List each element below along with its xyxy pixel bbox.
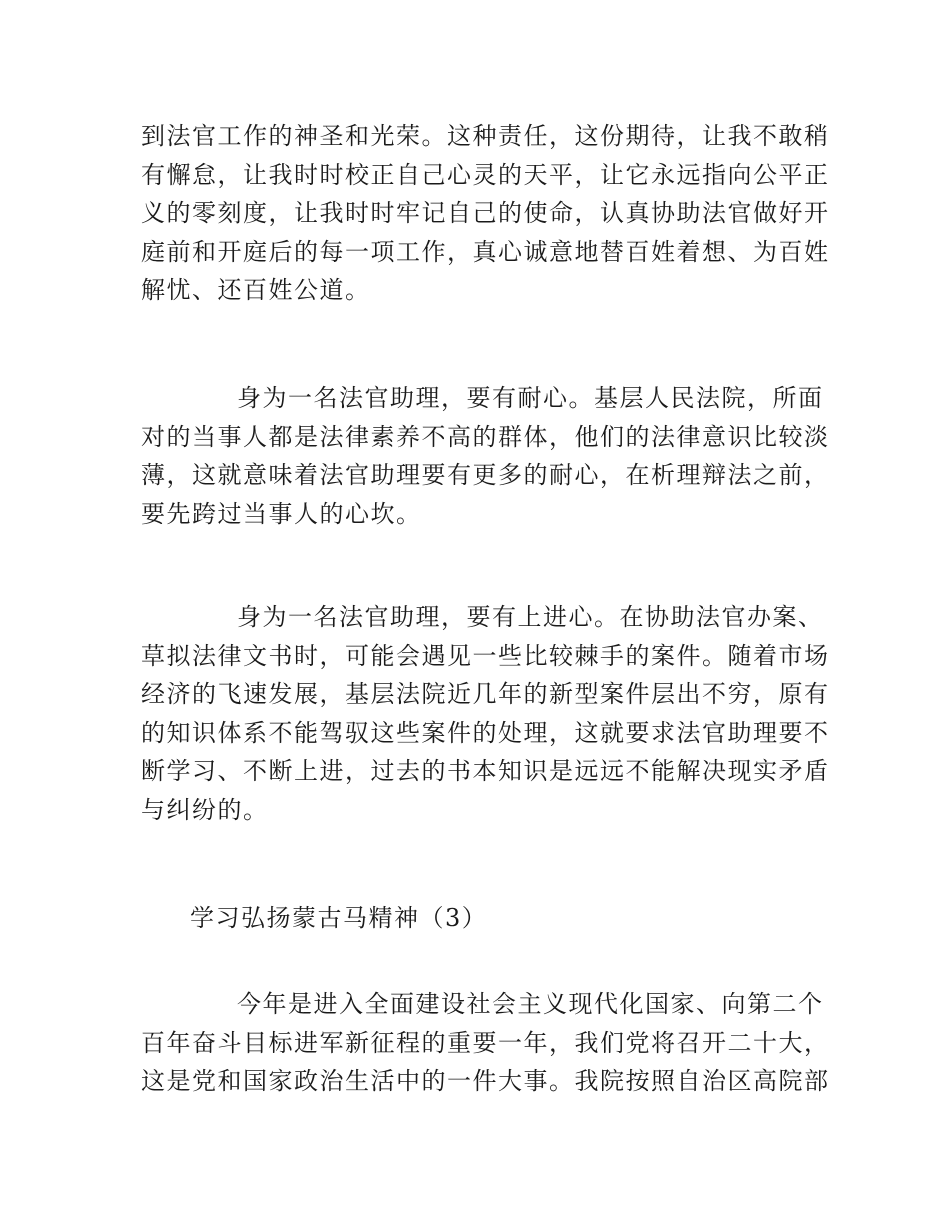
paragraph-line: 的知识体系不能驾驭这些案件的处理，这就要求法官助理要不: [141, 718, 830, 747]
paragraph-line: 与纠纷的。: [141, 795, 269, 824]
paragraph-line: 庭前和开庭后的每一项工作，真心诚意地替百姓着想、为百姓: [141, 237, 830, 266]
paragraph-line: 身为一名法官助理，要有耐心。基层人民法院，所面: [237, 384, 824, 412]
paragraph-line: 有懈怠，让我时时校正自己心灵的天平，让它永远指向公平正: [141, 160, 830, 189]
paragraph-line: 经济的飞速发展，基层法院近几年的新型案件层出不穷，原有: [141, 680, 830, 708]
paragraph-3: [141, 598, 830, 829]
paragraph-line: 身为一名法官助理，要有上进心。在协助法官办案、: [237, 603, 824, 631]
paragraph-2: [141, 379, 830, 533]
paragraph-line: 这是党和国家政治生活中的一件大事。我院按照自治区高院部: [141, 1067, 830, 1095]
paragraph-1: [141, 117, 830, 310]
paragraph-4: [141, 985, 830, 1101]
section-heading: 学习弘扬蒙古马精神（3）: [190, 904, 488, 932]
paragraph-line: 义的零刻度，让我时时牢记自己的使命，认真协助法官做好开: [141, 199, 830, 227]
paragraph-line: 到法官工作的神圣和光荣。这种责任，这份期待，让我不敢稍: [141, 122, 830, 150]
paragraph-line: 解忧、还百姓公道。: [141, 276, 371, 304]
paragraph-line: 草拟法律文书时，可能会遇见一些比较棘手的案件。随着市场: [141, 641, 830, 670]
paragraph-line: 要先跨过当事人的心坎。: [141, 499, 422, 528]
paragraph-line: 百年奋斗目标进军新征程的重要一年，我们党将召开二十大，: [141, 1028, 830, 1057]
paragraph-line: 薄，这就意味着法官助理要有更多的耐心，在析理辩法之前，: [141, 461, 830, 489]
paragraph-line: 对的当事人都是法律素养不高的群体，他们的法律意识比较淡: [141, 422, 830, 451]
paragraph-line: 断学习、不断上进，过去的书本知识是远远不能解决现实矛盾: [141, 757, 830, 785]
paragraph-line: 今年是进入全面建设社会主义现代化国家、向第二个: [237, 990, 824, 1018]
